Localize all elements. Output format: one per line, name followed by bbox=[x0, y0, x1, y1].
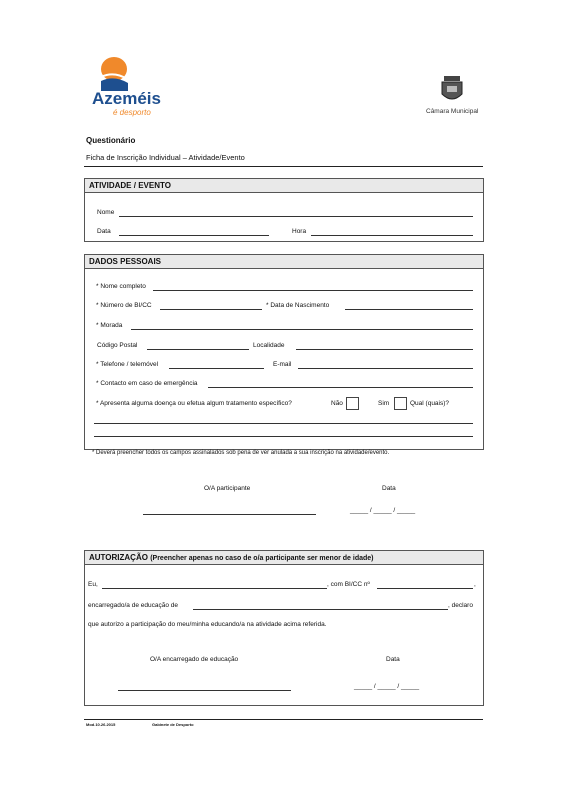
doenca-detail-line-2[interactable] bbox=[94, 436, 473, 437]
section-authorization-header bbox=[85, 551, 483, 565]
form-subheading: Ficha de Inscrição Individual – Atividade/Evento bbox=[86, 153, 245, 162]
logo-wordmark: Azeméis bbox=[92, 89, 161, 108]
codigo-postal-label: Código Postal bbox=[97, 342, 138, 349]
sim-label: Sim bbox=[378, 400, 390, 407]
encarregado-signature-label: O/A encarregado de educação bbox=[150, 656, 239, 663]
numero-bi-field[interactable] bbox=[160, 309, 262, 310]
doenca-detail-line-1[interactable] bbox=[94, 423, 473, 424]
nome-completo-field[interactable] bbox=[153, 290, 473, 291]
email-field[interactable] bbox=[298, 368, 473, 369]
required-note: * Deverá preencher todos os campos assinalados sob pena de ver anulada a sua inscrição na atividade/evento. bbox=[92, 450, 390, 456]
participante-signature-line[interactable] bbox=[143, 514, 316, 515]
morada-field[interactable] bbox=[131, 329, 473, 330]
eu-label: Eu, bbox=[88, 581, 98, 588]
contacto-label: * Contacto em caso de emergência bbox=[96, 380, 198, 387]
section-activity-header bbox=[85, 179, 483, 193]
localidade-field[interactable] bbox=[296, 349, 473, 350]
signature1-date-field[interactable]: _____ / _____ / _____ bbox=[350, 507, 416, 514]
localidade-label: Localidade bbox=[253, 342, 285, 349]
section-personal-title: DADOS PESSOAIS bbox=[89, 257, 162, 266]
azemeis-logo bbox=[92, 55, 182, 117]
section-authorization-title bbox=[89, 553, 374, 562]
data-label: Data bbox=[97, 228, 111, 235]
com-bi-label: , com BI/CC nº bbox=[327, 581, 370, 588]
municipal-crest bbox=[426, 76, 486, 118]
doenca-question: * Apresenta alguma doença ou efetua algum tratamento específico? bbox=[96, 400, 292, 407]
crest-caption: Câmara Municipal bbox=[426, 108, 479, 115]
crest-icon bbox=[438, 76, 466, 104]
footer-divider bbox=[84, 719, 483, 720]
participante-label: O/A participante bbox=[204, 485, 251, 492]
email-label: E-mail bbox=[273, 361, 292, 368]
authorization-title-rest: (Preencher apenas no caso de o/a participante ser menor de idade) bbox=[150, 555, 374, 562]
nome-label: Nome bbox=[97, 209, 115, 216]
codigo-postal-field[interactable] bbox=[147, 349, 249, 350]
nome-completo-label: * Nome completo bbox=[96, 283, 146, 290]
hora-label: Hora bbox=[292, 228, 307, 235]
authorization-title-bold: AUTORIZAÇÃO bbox=[89, 553, 148, 562]
encarregado-signature-line[interactable] bbox=[118, 690, 291, 691]
eu-field[interactable] bbox=[102, 588, 327, 589]
qual-label: Qual (quais)? bbox=[410, 400, 450, 407]
authorization-data-label: Data bbox=[386, 656, 400, 663]
logo-mark-icon bbox=[98, 55, 130, 91]
bi-comma: , bbox=[474, 581, 476, 588]
footer-code: Mod.10.26.2015 bbox=[86, 722, 116, 727]
nome-field[interactable] bbox=[119, 216, 473, 217]
educando-field[interactable] bbox=[193, 609, 448, 610]
sim-checkbox[interactable] bbox=[394, 397, 407, 410]
declaro-label: , declaro bbox=[448, 602, 473, 609]
encarregado-label: encarregado/a de educação de bbox=[88, 602, 178, 609]
numero-bi-label: * Número de BI/CC bbox=[96, 302, 152, 309]
telefone-field[interactable] bbox=[169, 368, 264, 369]
authorization-date-field[interactable]: _____ / _____ / _____ bbox=[354, 683, 420, 690]
signature1-data-label: Data bbox=[382, 485, 396, 492]
data-nascimento-label: * Data de Nascimento bbox=[266, 302, 330, 309]
data-field[interactable] bbox=[119, 235, 269, 236]
hora-field[interactable] bbox=[311, 235, 473, 236]
footer-dept: Gabinete de Desporto bbox=[152, 722, 194, 727]
logo-tagline: é desporto bbox=[113, 108, 151, 117]
title-divider bbox=[84, 166, 483, 167]
nao-checkbox[interactable] bbox=[346, 397, 359, 410]
section-personal-header bbox=[85, 255, 483, 269]
nao-label: Não bbox=[331, 400, 343, 407]
bi-field[interactable] bbox=[377, 588, 473, 589]
form-heading: Questionário bbox=[86, 136, 136, 145]
section-activity-title: ATIVIDADE / EVENTO bbox=[89, 181, 171, 190]
section-activity bbox=[84, 178, 484, 242]
data-nascimento-field[interactable] bbox=[345, 309, 473, 310]
autorizo-text: que autorizo a participação do meu/minha educando/a na atividade acima referida. bbox=[88, 621, 327, 628]
morada-label: * Morada bbox=[96, 322, 123, 329]
contacto-field[interactable] bbox=[208, 387, 473, 388]
telefone-label: * Telefone / telemóvel bbox=[96, 361, 159, 368]
section-authorization bbox=[84, 550, 484, 706]
